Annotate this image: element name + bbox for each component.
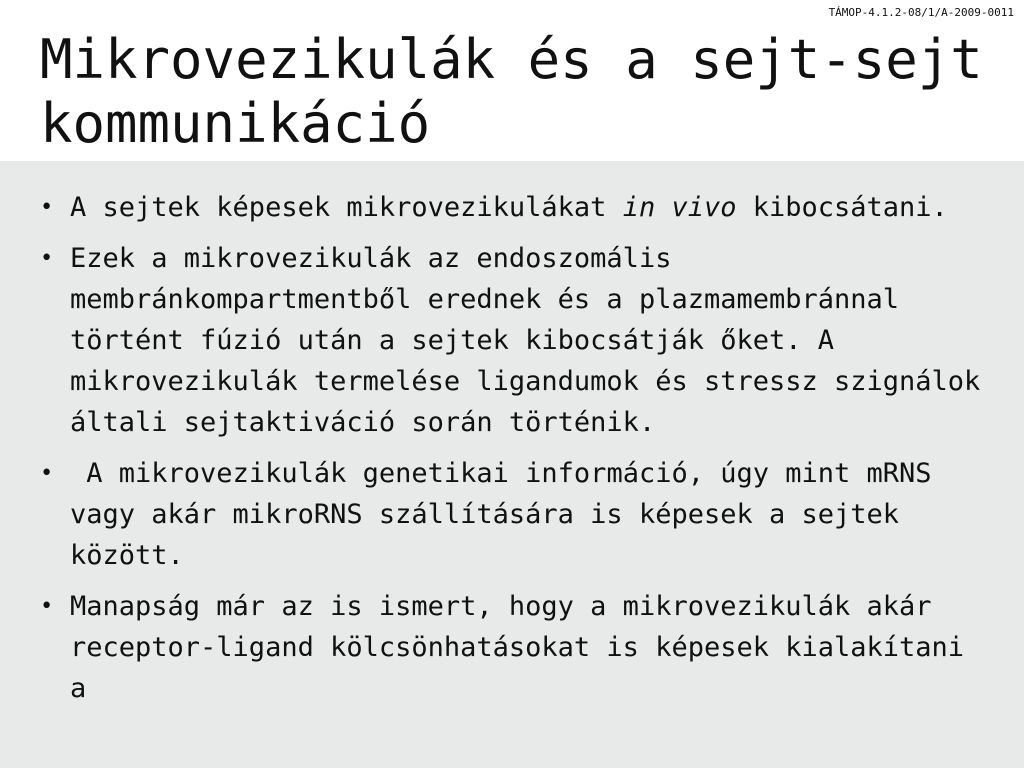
bullet-text-emphasis: in vivo bbox=[622, 192, 737, 223]
bullet-item bbox=[40, 187, 990, 228]
bullet-icon: • bbox=[40, 246, 54, 271]
bullet-text: Ezek a mikrovezikulák az endoszomális membránkompartmentből erednek és a plazmamembránnal történt fúzió után a sejtek kibocsátják őket. A mikrovezikulák termelése ligandumok és stressz szignálok általi sejtaktiváció során történik. bbox=[70, 243, 981, 438]
bullet-icon: • bbox=[40, 594, 54, 619]
bullet-item bbox=[40, 453, 990, 576]
slide-title: Mikrovezikulák és a sejt-sejt kommunikáció bbox=[40, 28, 983, 155]
bullet-item bbox=[40, 238, 990, 443]
bullet-list bbox=[40, 187, 990, 719]
bullet-icon: • bbox=[40, 461, 54, 486]
bullet-text: Manapság már az is ismert, hogy a mikrovezikulák akár receptor-ligand kölcsönhatásokat is képesek kialakítani a bbox=[70, 591, 965, 704]
project-code: TÁMOP-4.1.2-08/1/A-2009-0011 bbox=[828, 6, 1014, 19]
bullet-text: A sejtek képesek mikrovezikulákat bbox=[70, 192, 623, 223]
bullet-text: kibocsátani. bbox=[736, 192, 948, 223]
bullet-item bbox=[40, 586, 990, 709]
bullet-icon: • bbox=[40, 195, 54, 220]
content-panel bbox=[0, 161, 1024, 768]
bullet-text: A mikrovezikulák genetikai információ, úgy mint mRNS vagy akár mikroRNS szállítására is képesek a sejtek között. bbox=[70, 458, 948, 571]
